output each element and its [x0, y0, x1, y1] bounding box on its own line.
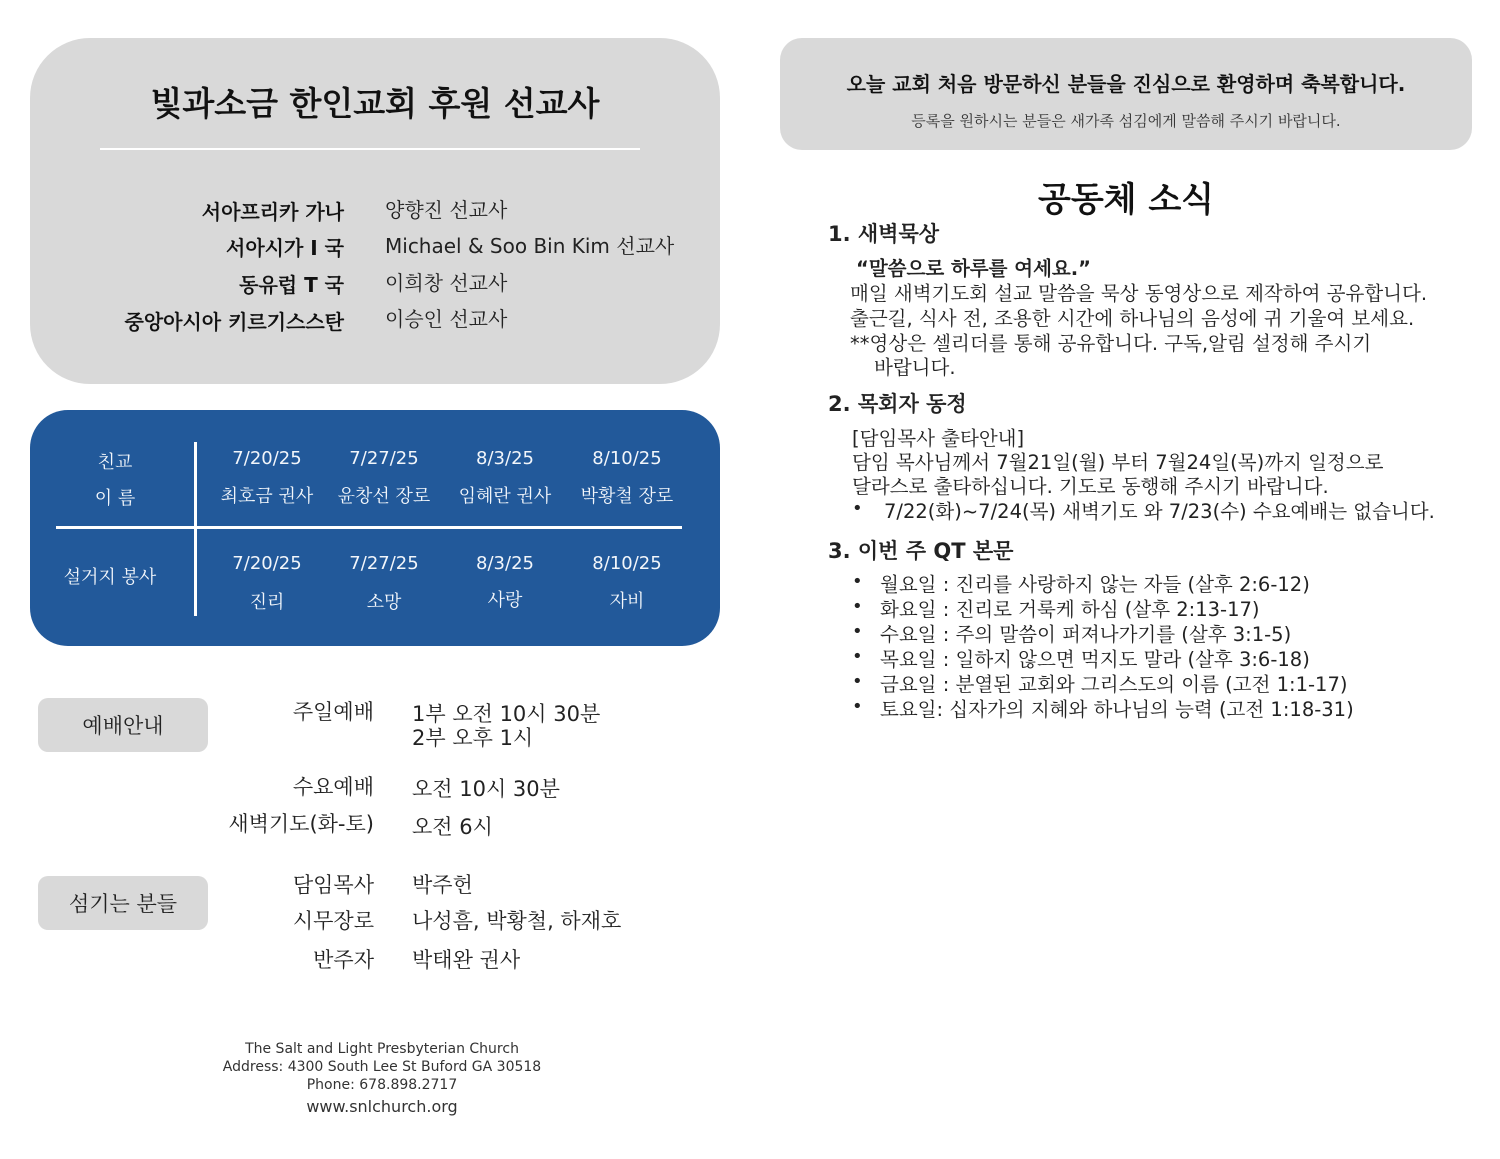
serving-date: 7/20/25 — [232, 553, 302, 574]
missionaries-box — [30, 38, 720, 384]
welcome-box — [780, 38, 1472, 150]
serving-group: 진리 — [249, 592, 285, 613]
church-phone: Phone: 678.898.2717 — [306, 1077, 458, 1093]
church-name: The Salt and Light Presbyterian Church — [245, 1041, 519, 1057]
sunday-service-time-1: 1부 오전 10시 30분 — [412, 702, 601, 726]
news-title: 공동체 소식 — [1037, 180, 1215, 220]
serving-name: 윤창선 장로 — [337, 486, 431, 507]
bullet-icon: • — [852, 646, 863, 667]
pastor-label: 담임목사 — [292, 873, 374, 897]
church-address: Address: 4300 South Lee St Buford GA 30518 — [222, 1059, 542, 1075]
sunday-service-time-2: 2부 오후 1시 — [412, 726, 534, 750]
qt-item: 금요일 : 분열된 교회와 그리스도의 이름 (고전 1:1-17) — [880, 673, 1348, 696]
serving-date: 7/20/25 — [232, 448, 302, 469]
bullet-icon: • — [852, 498, 863, 519]
meditation-quote: “말씀으로 하루를 여세요.” — [856, 257, 1091, 280]
dishwashing-label: 설거지 봉사 — [63, 567, 157, 588]
missionary-name: 이희창 선교사 — [385, 271, 508, 295]
pianist-label: 반주자 — [313, 948, 374, 972]
news-line: [담임목사 출타안내] — [852, 427, 1025, 450]
bullet-icon: • — [852, 621, 863, 642]
serving-date: 8/3/25 — [476, 553, 534, 574]
serving-table — [30, 410, 720, 646]
news-line: 달라스로 출타하십니다. 기도로 동행해 주시기 바랍니다. — [852, 475, 1329, 498]
pastor-name: 박주헌 — [412, 873, 473, 897]
serving-group: 소망 — [366, 592, 402, 613]
news-line: 출근길, 식사 전, 조용한 시간에 하나님의 음성에 귀 기울여 보세요. — [850, 307, 1415, 330]
church-website-link[interactable]: www.snlchurch.org — [306, 1097, 458, 1116]
wednesday-service-time: 오전 10시 30분 — [412, 777, 560, 801]
news-line: **영상은 셀리더를 통해 공유합니다. 구독,알림 설정해 주시기 — [850, 332, 1372, 355]
elders-label: 시무장로 — [292, 909, 374, 933]
staff-pill: 섬기는 분들 — [38, 876, 208, 930]
section-heading: 3. 이번 주 QT 본문 — [828, 539, 1014, 563]
missionary-region: 서아시가 I 국 — [226, 236, 344, 260]
qt-item: 토요일: 십자가의 지혜와 하나님의 능력 (고전 1:18-31) — [880, 698, 1354, 721]
fellowship-label: 친교 — [97, 452, 133, 473]
serving-date: 7/27/25 — [349, 448, 419, 469]
section-heading: 2. 목회자 동정 — [828, 392, 967, 416]
news-bullet-text: 7/22(화)~7/24(목) 새벽기도 와 7/23(수) 수요예배는 없습니다. — [884, 500, 1435, 523]
qt-item: 화요일 : 진리로 거룩케 하심 (살후 2:13-17) — [880, 598, 1260, 621]
qt-item: 수요일 : 주의 말씀이 퍼져나가기를 (살후 3:1-5) — [880, 623, 1292, 646]
missionary-name: Michael & Soo Bin Kim 선교사 — [385, 234, 675, 258]
missionary-region: 서아프리카 가나 — [201, 200, 344, 224]
worship-info-pill: 예배안내 — [38, 698, 208, 752]
serving-group: 사랑 — [487, 590, 523, 611]
bullet-icon: • — [852, 696, 863, 717]
qt-item: 목요일 : 일하지 않으면 먹지도 말라 (살후 3:6-18) — [880, 648, 1310, 671]
pianist-name: 박태완 권사 — [412, 948, 521, 972]
dawn-prayer-label: 새벽기도(화-토) — [228, 812, 374, 836]
serving-name: 박황철 장로 — [580, 486, 674, 507]
dawn-prayer-time: 오전 6시 — [412, 815, 493, 839]
news-line: 바랍니다. — [874, 356, 956, 379]
serving-date: 8/3/25 — [476, 448, 534, 469]
qt-item: 월요일 : 진리를 사랑하지 않는 자들 (살후 2:6-12) — [880, 573, 1310, 596]
missionary-name: 이승인 선교사 — [385, 307, 508, 331]
divider — [100, 148, 640, 150]
missionary-region: 중앙아시아 키르기스스탄 — [124, 310, 344, 334]
missionaries-title: 빛과소금 한인교회 후원 선교사 — [150, 84, 600, 123]
serving-date: 7/27/25 — [349, 553, 419, 574]
news-line: 담임 목사님께서 7월21일(월) 부터 7월24일(목)까지 일정으로 — [852, 451, 1384, 474]
bullet-icon: • — [852, 571, 863, 592]
bullet-icon: • — [852, 671, 863, 692]
table-divider-horizontal — [56, 526, 682, 529]
bullet-icon: • — [852, 596, 863, 617]
wednesday-service-label: 수요예배 — [292, 775, 374, 799]
welcome-message: 오늘 교회 처음 방문하신 분들을 진심으로 환영하며 축복합니다. — [846, 72, 1406, 96]
serving-date: 8/10/25 — [592, 553, 662, 574]
name-label: 이 름 — [94, 488, 136, 509]
news-line: 매일 새벽기도회 설교 말씀을 묵상 동영상으로 제작하여 공유합니다. — [850, 282, 1428, 305]
welcome-subtext: 등록을 원하시는 분들은 새가족 섬김에게 말씀해 주시기 바랍니다. — [911, 112, 1341, 130]
serving-group: 자비 — [609, 591, 645, 612]
serving-date: 8/10/25 — [592, 448, 662, 469]
missionary-region: 동유럽 T 국 — [239, 273, 344, 297]
elders-names: 나성흠, 박황철, 하재호 — [412, 909, 622, 933]
sunday-service-label: 주일예배 — [292, 700, 374, 724]
serving-name: 임혜란 권사 — [458, 486, 552, 507]
section-heading: 1. 새벽묵상 — [828, 222, 940, 246]
serving-name: 최호금 권사 — [220, 486, 314, 507]
table-divider-vertical — [194, 442, 197, 616]
missionary-name: 양향진 선교사 — [385, 198, 508, 222]
